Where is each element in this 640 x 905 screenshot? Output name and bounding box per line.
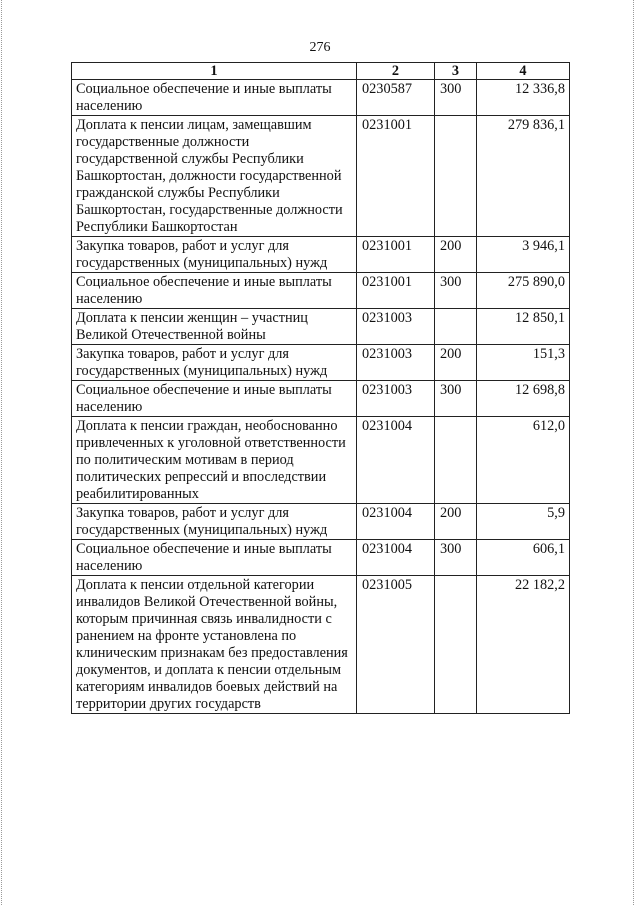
- row-name: Закупка товаров, работ и услуг для государственных (муниципальных) нужд: [72, 237, 357, 273]
- row-amount: 12 850,1: [477, 309, 570, 345]
- row-code: 0231004: [357, 417, 435, 504]
- row-code: 0231005: [357, 576, 435, 714]
- row-type: 200: [435, 345, 477, 381]
- row-amount: 5,9: [477, 504, 570, 540]
- table-header-row: [72, 63, 570, 80]
- row-amount: 22 182,2: [477, 576, 570, 714]
- table-row: [72, 540, 570, 576]
- row-amount: 606,1: [477, 540, 570, 576]
- row-name: Социальное обеспечение и иные выплаты населению: [72, 273, 357, 309]
- row-name: Доплата к пенсии граждан, необоснованно привлеченных к уголовной ответственности по политическим мотивам в период политических репрессий и впоследствии реабилитированных: [72, 417, 357, 504]
- row-type: 300: [435, 80, 477, 116]
- row-name: Доплата к пенсии лицам, замещавшим государственные должности государственной службы Республики Башкортостан, должности государственной гражданской службы Республики Башкортостан, государственные должности Республики Башкортостан: [72, 116, 357, 237]
- header-col-1: 1: [72, 63, 357, 80]
- row-type: [435, 417, 477, 504]
- row-type: 300: [435, 540, 477, 576]
- row-code: 0231003: [357, 381, 435, 417]
- row-type: [435, 309, 477, 345]
- row-name: Социальное обеспечение и иные выплаты населению: [72, 381, 357, 417]
- row-name: Социальное обеспечение и иные выплаты населению: [72, 540, 357, 576]
- row-name: Доплата к пенсии женщин – участниц Великой Отечественной войны: [72, 309, 357, 345]
- table-row: [72, 80, 570, 116]
- row-code: 0231001: [357, 116, 435, 237]
- table-row: [72, 576, 570, 714]
- row-name: Доплата к пенсии отдельной категории инвалидов Великой Отечественной войны, которым причинная связь инвалидности с ранением на фронте установлена по клиническим признакам без предоставления документов, и доплата к пенсии отдельным категориям инвалидов боевых действий на территории других государств: [72, 576, 357, 714]
- header-col-2: 2: [357, 63, 435, 80]
- budget-table: [71, 62, 570, 714]
- header-col-4: 4: [477, 63, 570, 80]
- table-row: [72, 116, 570, 237]
- row-code: 0231004: [357, 540, 435, 576]
- table-row: [72, 309, 570, 345]
- row-amount: 12 336,8: [477, 80, 570, 116]
- table-row: [72, 381, 570, 417]
- table-row: [72, 417, 570, 504]
- table-row: [72, 237, 570, 273]
- page-number: 276: [309, 40, 331, 55]
- row-type: [435, 576, 477, 714]
- row-type: [435, 116, 477, 237]
- row-amount: 3 946,1: [477, 237, 570, 273]
- row-amount: 12 698,8: [477, 381, 570, 417]
- row-code: 0231001: [357, 237, 435, 273]
- row-amount: 612,0: [477, 417, 570, 504]
- scan-edge-left: [1, 0, 3, 905]
- row-amount: 151,3: [477, 345, 570, 381]
- table-row: [72, 273, 570, 309]
- row-name: Социальное обеспечение и иные выплаты населению: [72, 80, 357, 116]
- table-row: [72, 345, 570, 381]
- row-name: Закупка товаров, работ и услуг для государственных (муниципальных) нужд: [72, 504, 357, 540]
- row-code: 0231003: [357, 345, 435, 381]
- row-type: 300: [435, 381, 477, 417]
- row-code: 0230587: [357, 80, 435, 116]
- row-amount: 275 890,0: [477, 273, 570, 309]
- row-code: 0231003: [357, 309, 435, 345]
- row-type: 200: [435, 237, 477, 273]
- table-row: [72, 504, 570, 540]
- header-col-3: 3: [435, 63, 477, 80]
- row-type: 300: [435, 273, 477, 309]
- row-amount: 279 836,1: [477, 116, 570, 237]
- row-name: Закупка товаров, работ и услуг для государственных (муниципальных) нужд: [72, 345, 357, 381]
- row-code: 0231001: [357, 273, 435, 309]
- scan-edge-right: [633, 0, 635, 905]
- row-type: 200: [435, 504, 477, 540]
- row-code: 0231004: [357, 504, 435, 540]
